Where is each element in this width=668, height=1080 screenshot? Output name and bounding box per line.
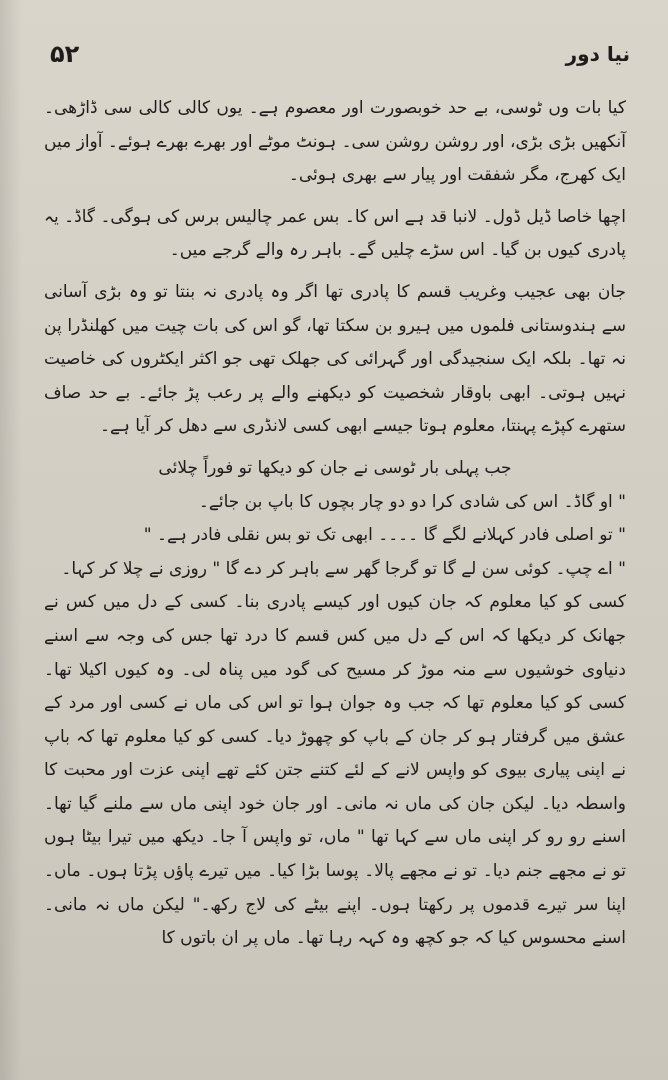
page-header xyxy=(38,40,630,80)
dialogue-2: " تو اصلی فادر کہلانے لگے گا ۔۔۔۔ ابھی تک تو بس نقلی فادر ہے۔ " xyxy=(143,525,626,546)
paragraph-1: کیا بات وں ٹوسی، بے حد خوبصورت اور معصوم ہے۔ یوں کالی کالی سی ڈاڑھی۔ آنکھیں بڑی بڑی، اور روشن روشن سی۔ ہونٹ موٹے اور بھرے بھرے ہوئے۔ آواز میں ایک کھرج، مگر شفقت اور پیار سے بھری ہوئی۔ xyxy=(44,98,626,186)
paragraph-4: جب پہلی بار ٹوسی نے جان کو دیکھا تو فوراً چلائی xyxy=(158,457,512,478)
paragraph-3: جان بھی عجیب وغریب قسم کا پادری تھا اگر وہ پادری نہ بنتا تو وہ بڑی آسانی سے ہندوستانی فلموں میں ہیرو بن سکتا تھا، گو اس کی بات چیت میں کھلنڈرا پن نہ تھا۔ بلکہ ایک سنجیدگی اور گہرائی کی جھلک تھی جو اکثر ایکٹروں کی خاصیت نہیں ہوتی۔ ابھی باوقار شخصیت کو دیکھنے والے پر رعب پڑ جائے۔ بے حد صاف ستھرے کپڑے پہنتا، معلوم ہوتا جیسے ابھی کسی لانڈری سے دھل کر آیا ہے۔ xyxy=(44,281,626,437)
body-text xyxy=(44,92,626,956)
running-head: نیا دور xyxy=(565,42,630,66)
paragraph-2: اچھا خاصا ڈیل ڈول۔ لانبا قد ہے اس کا۔ بس عمر چالیس برس کی ہوگی۔ گاڈ۔ یہ پادری کیوں بن گیا۔ اس سڑے چلیں گے۔ باہر رہ والے گرجے میں۔ xyxy=(44,206,626,261)
page-number: ۵۲ xyxy=(50,40,80,68)
dialogue-3: " اے چپ۔ کوئی سن لے گا تو گرجا گھر سے باہر کر دے گا " روزی نے چلا کر کہا۔ xyxy=(61,558,626,579)
page-edge-shadow xyxy=(0,0,22,1080)
paragraph-5: کسی کو کیا معلوم کہ جان کیوں اور کیسے پادری بنا۔ کسی کے دل میں کس نے جھانک کر دیکھا کہ اس کے دل میں کس قسم کا درد تھا جس کی وجہ سے اسنے دنیاوی خوشیوں سے منہ موڑ کر مسیح کی گود میں پناہ لی۔ وہ کیوں اکیلا تھا۔ کسی کو کیا معلوم تھا کہ جب وہ جوان ہوا تو اس کی ماں نے کسی اور مرد کے عشق میں گرفتار ہو کر جان کے باپ کو چھوڑ دیا۔ کسی کو کیا معلوم تھا کہ باپ نے اپنی پیاری بیوی کو واپس لانے کے لئے کتنے جتن کئے تھے اپنی عزت اور محبت کا واسطہ دیا۔ لیکن جان کی ماں نہ مانی۔ اور جان خود اپنی ماں سے ملنے گیا تھا۔ اسنے رو رو کر اپنی ماں سے کہا تھا " ماں، تو واپس آ جا۔ دیکھ میں تیرا بیٹا ہوں تو نے مجھے جنم دیا۔ تو نے مجھے پالا۔ پوسا بڑا کیا۔ میں تیرے پاؤں پڑتا ہوں۔ ماں۔ اپنا سر تیرے قدموں پر رکھتا ہوں۔ اپنے بیٹے کی لاج رکھ۔" لیکن ماں نہ مانی۔ اسنے محسوس کیا کہ جو کچھ وہ کہہ رہا تھا۔ ماں پر ان باتوں کا xyxy=(44,592,626,949)
dialogue-1: " او گاڈ۔ اس کی شادی کرا دو دو چار بچوں کا باپ بن جائے۔ xyxy=(198,491,626,512)
